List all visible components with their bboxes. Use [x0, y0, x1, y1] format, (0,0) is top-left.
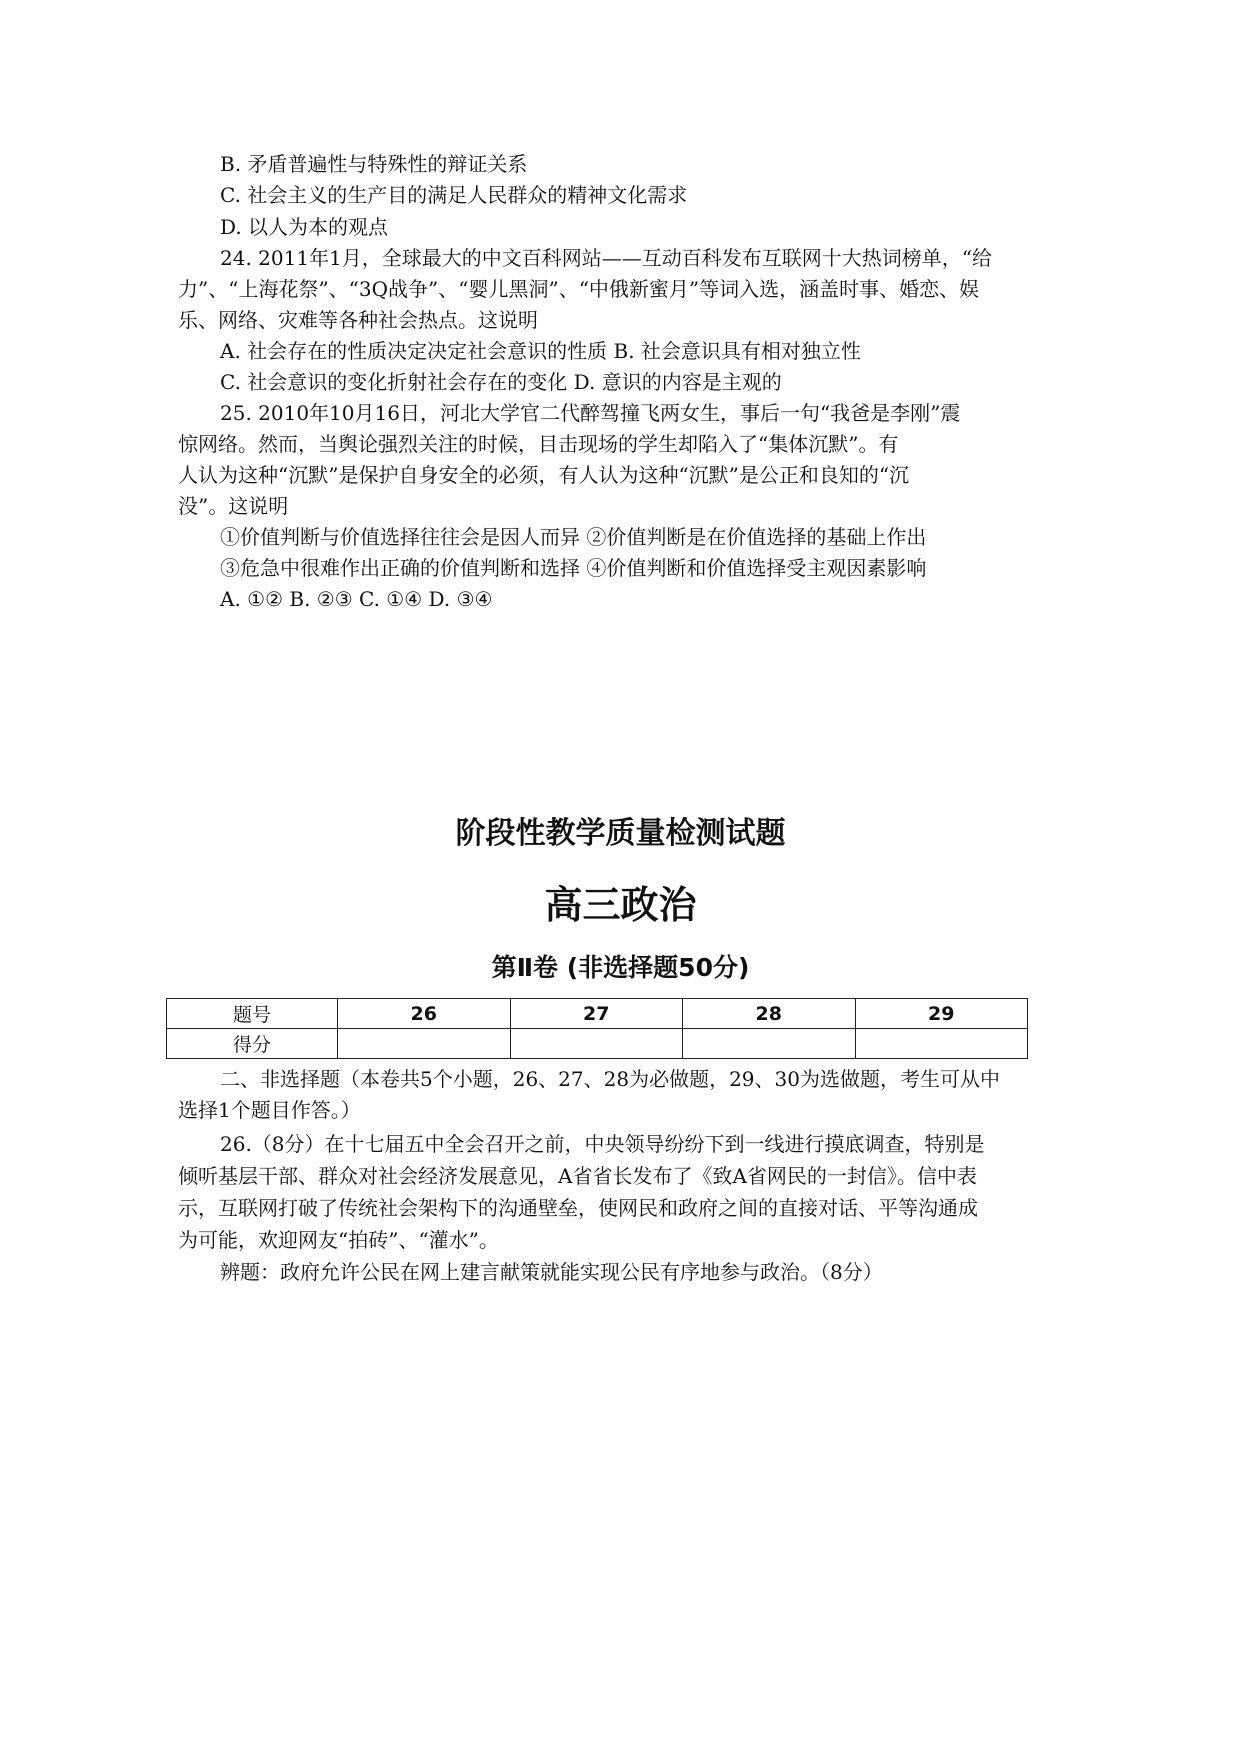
- q26-line3: 示，互联网打破了传统社会架构下的沟通壁垒，使网民和政府之间的直接对话、平等沟通成: [178, 1196, 978, 1220]
- option-d: D. 以人为本的观点: [220, 215, 389, 239]
- q25-line1: 25. 2010年10月16日，河北大学官二代醉驾撞飞两女生，事后一句“我爸是李刚”震: [220, 401, 961, 425]
- column-27: 27: [510, 999, 683, 1029]
- score-cell-29: [855, 1029, 1028, 1059]
- row-label-question: 题号: [167, 999, 338, 1029]
- table-row-scores: [167, 1029, 1028, 1059]
- score-cell-26: [338, 1029, 511, 1059]
- q25-line3: 人认为这种“沉默”是保护自身安全的必须，有人认为这种“沉默”是公正和良知的“沉: [178, 463, 910, 487]
- q24-options-ab: A. 社会存在的性质决定决定社会意识的性质 B. 社会意识具有相对独立性: [220, 339, 861, 363]
- column-28: 28: [683, 999, 856, 1029]
- row-label-score: 得分: [167, 1029, 338, 1059]
- q26-line4: 为可能，欢迎网友“拍砖”、“灌水”。: [178, 1228, 499, 1252]
- score-cell-27: [510, 1029, 683, 1059]
- q26-line2: 倾听基层干部、群众对社会经济发展意见，A省省长发布了《致A省网民的一封信》。信中表: [178, 1164, 977, 1188]
- section-intro-line1: 二、非选择题（本卷共5个小题，26、27、28为必做题，29、30为选做题，考生可从中: [220, 1067, 1000, 1091]
- q24-options-cd: C. 社会意识的变化折射社会存在的变化 D. 意识的内容是主观的: [220, 370, 782, 394]
- q26-task: 辨题：政府允许公民在网上建言献策就能实现公民有序地参与政治。（8分）: [220, 1260, 883, 1284]
- exam-title: 阶段性教学质量检测试题: [455, 816, 786, 851]
- q25-answer-options: A. ①② B. ②③ C. ①④ D. ③④: [220, 587, 493, 611]
- score-cell-28: [683, 1029, 856, 1059]
- column-29: 29: [855, 999, 1028, 1029]
- subject-title: 高三政治: [544, 883, 697, 927]
- q26-line1: 26.（8分）在十七届五中全会召开之前，中央领导纷纷下到一线进行摸底调查，特别是: [220, 1132, 985, 1156]
- q24-line3: 乐、网络、灾难等各种社会热点。这说明: [178, 308, 538, 332]
- option-c: C. 社会主义的生产目的满足人民群众的精神文化需求: [220, 183, 688, 207]
- q24-line2: 力”、“上海花祭”、“3Q战争”、“婴儿黑洞”、“中俄新蜜月”等词入选，涵盖时事、婚恋、娱: [178, 277, 980, 301]
- column-26: 26: [338, 999, 511, 1029]
- q25-statements-12: ①价值判断与价值选择往往会是因人而异 ②价值判断是在价值选择的基础上作出: [220, 525, 927, 549]
- score-table: [166, 998, 1028, 1059]
- section-intro-line2: 选择1个题目作答。）: [178, 1098, 361, 1122]
- q25-line2: 惊网络。然而，当舆论强烈关注的时候，目击现场的学生却陷入了“集体沉默”。有: [178, 432, 899, 456]
- q25-statements-34: ③危急中很难作出正确的价值判断和选择 ④价值判断和价值选择受主观因素影响: [220, 556, 927, 580]
- section-title: 第Ⅱ卷 (非选择题50分): [491, 953, 750, 982]
- q25-line4: 没”。这说明: [178, 494, 289, 518]
- option-b: B. 矛盾普遍性与特殊性的辩证关系: [220, 152, 528, 176]
- q24-line1: 24. 2011年1月，全球最大的中文百科网站——互动百科发布互联网十大热词榜单，“给: [220, 246, 993, 270]
- table-row-question-numbers: [167, 999, 1028, 1029]
